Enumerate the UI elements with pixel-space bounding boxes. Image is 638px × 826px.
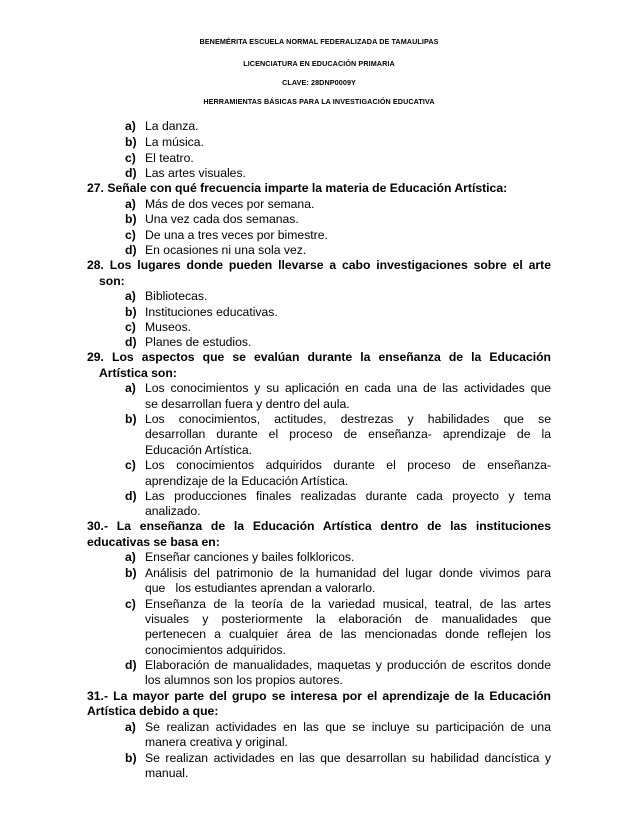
q31-option-b-line2: manual. <box>145 766 189 780</box>
q30-option-a-line1: Enseñar canciones y bailes folkloricos. <box>145 550 355 564</box>
q29-option-a-line1: Los conocimientos y su aplicación en cada una de las actividades que <box>145 381 551 395</box>
q29-option-d-letter: d) <box>125 489 137 503</box>
q31-option-b-line1: Se realizan actividades en las que desarrollan su habilidad dancística y <box>145 751 551 765</box>
q30-option-b-line2: que los estudiantes aprendan a valorarlo. <box>145 581 376 595</box>
prev-option-b: b) La música. <box>125 135 204 149</box>
q29-option-c-letter: c) <box>125 458 136 472</box>
q29-option-c-line1: Los conocimientos adquiridos durante el proceso de enseñanza- <box>145 458 551 472</box>
question-28-title-line1: 28. Los lugares donde pueden llevarse a cabo investigaciones sobre el arte <box>87 258 551 272</box>
question-29-title-line1: 29. Los aspectos que se evalúan durante la enseñanza de la Educación <box>87 350 551 364</box>
q31-option-a-letter: a) <box>125 720 136 734</box>
q30-option-c-letter: c) <box>125 597 136 611</box>
q29-option-b-line2: desarrollan durante el proceso de enseñanza- aprendizaje de la <box>145 427 551 441</box>
prev-option-c: c) El teatro. <box>125 151 194 165</box>
q31-option-b-letter: b) <box>125 751 137 765</box>
q30-option-c-line4: conocimientos adquiridos. <box>145 643 286 657</box>
q29-option-b-line1: Los conocimientos, actitudes, destrezas y habilidades que se <box>145 412 551 426</box>
q31-option-a-line2: manera creativa y original. <box>145 735 288 749</box>
q30-option-d-line2: los alumnos son los propios autores. <box>145 673 343 687</box>
q28-option-d: d) Planes de estudios. <box>125 335 252 349</box>
question-30-title-line2: educativas se basa en: <box>87 535 220 549</box>
q30-option-c-line3: pertenecen a cualquier área de las mencionadas donde reflejen los <box>145 627 551 641</box>
question-31-title-line2: Artística debido a que: <box>87 704 219 718</box>
q30-option-c-line2: visuales y posteriormente la elaboración de manualidades que <box>145 612 551 626</box>
question-31-title-line1: 31.- La mayor parte del grupo se interesa por el aprendizaje de la Educación <box>87 689 551 703</box>
q28-option-c: c) Museos. <box>125 320 192 334</box>
q30-option-b-letter: b) <box>125 566 137 580</box>
q29-option-a-line2: se desarrollan fuera y dentro del aula. <box>145 397 350 411</box>
q29-option-b-letter: b) <box>125 412 137 426</box>
q30-option-b-line1: Análisis del patrimonio de la humanidad del lugar donde vivimos para <box>145 566 551 580</box>
header-institution: BENEMÉRITA ESCUELA NORMAL FEDERALIZADA DE TAMAULIPAS <box>199 37 439 46</box>
q30-option-c-line1: Enseñanza de la teoría de la variedad musical, teatral, de las artes <box>145 597 551 611</box>
q29-option-d-line1: Las producciones finales realizadas durante cada proyecto y tema <box>145 489 551 503</box>
prev-option-a: a) La danza. <box>125 119 199 133</box>
q30-option-d-line1: Elaboración de manualidades, maquetas y producción de escritos donde <box>145 658 551 672</box>
q29-option-a-letter: a) <box>125 381 136 395</box>
q27-option-a: a) Más de dos veces por semana. <box>125 197 315 211</box>
q29-option-d-line2: analizado. <box>145 504 201 518</box>
header-degree: LICENCIATURA EN EDUCACIÓN PRIMARIA <box>243 59 395 68</box>
question-29-title-line2: Artística son: <box>99 366 177 380</box>
q28-option-b: b) Instituciones educativas. <box>125 305 278 319</box>
question-28-title-line2: son: <box>99 274 125 288</box>
q28-option-a: a) Bibliotecas. <box>125 289 208 303</box>
prev-option-d: d) Las artes visuales. <box>125 166 246 180</box>
q27-option-b: b) Una vez cada dos semanas. <box>125 212 299 226</box>
q27-option-d: d) En ocasiones ni una sola vez. <box>125 243 307 257</box>
header-course: HERRAMIENTAS BÁSICAS PARA LA INVESTIGACIÓN EDUCATIVA <box>203 97 435 106</box>
q29-option-b-line3: Educación Artística. <box>145 443 253 457</box>
q29-option-c-line2: aprendizaje de la Educación Artística. <box>145 474 349 488</box>
q30-option-d-letter: d) <box>125 658 137 672</box>
q27-option-c: c) De una a tres veces por bimestre. <box>125 228 328 242</box>
question-27-title: 27. Señale con qué frecuencia imparte la materia de Educación Artística: <box>87 181 508 195</box>
header-code: CLAVE: 28DNP0009Y <box>282 78 356 87</box>
q31-option-a-line1: Se realizan actividades en las que se incluye su participación de una <box>145 720 551 734</box>
question-30-title-line1: 30.- La enseñanza de la Educación Artística dentro de las instituciones <box>87 519 551 533</box>
q30-option-a-letter: a) <box>125 550 136 564</box>
